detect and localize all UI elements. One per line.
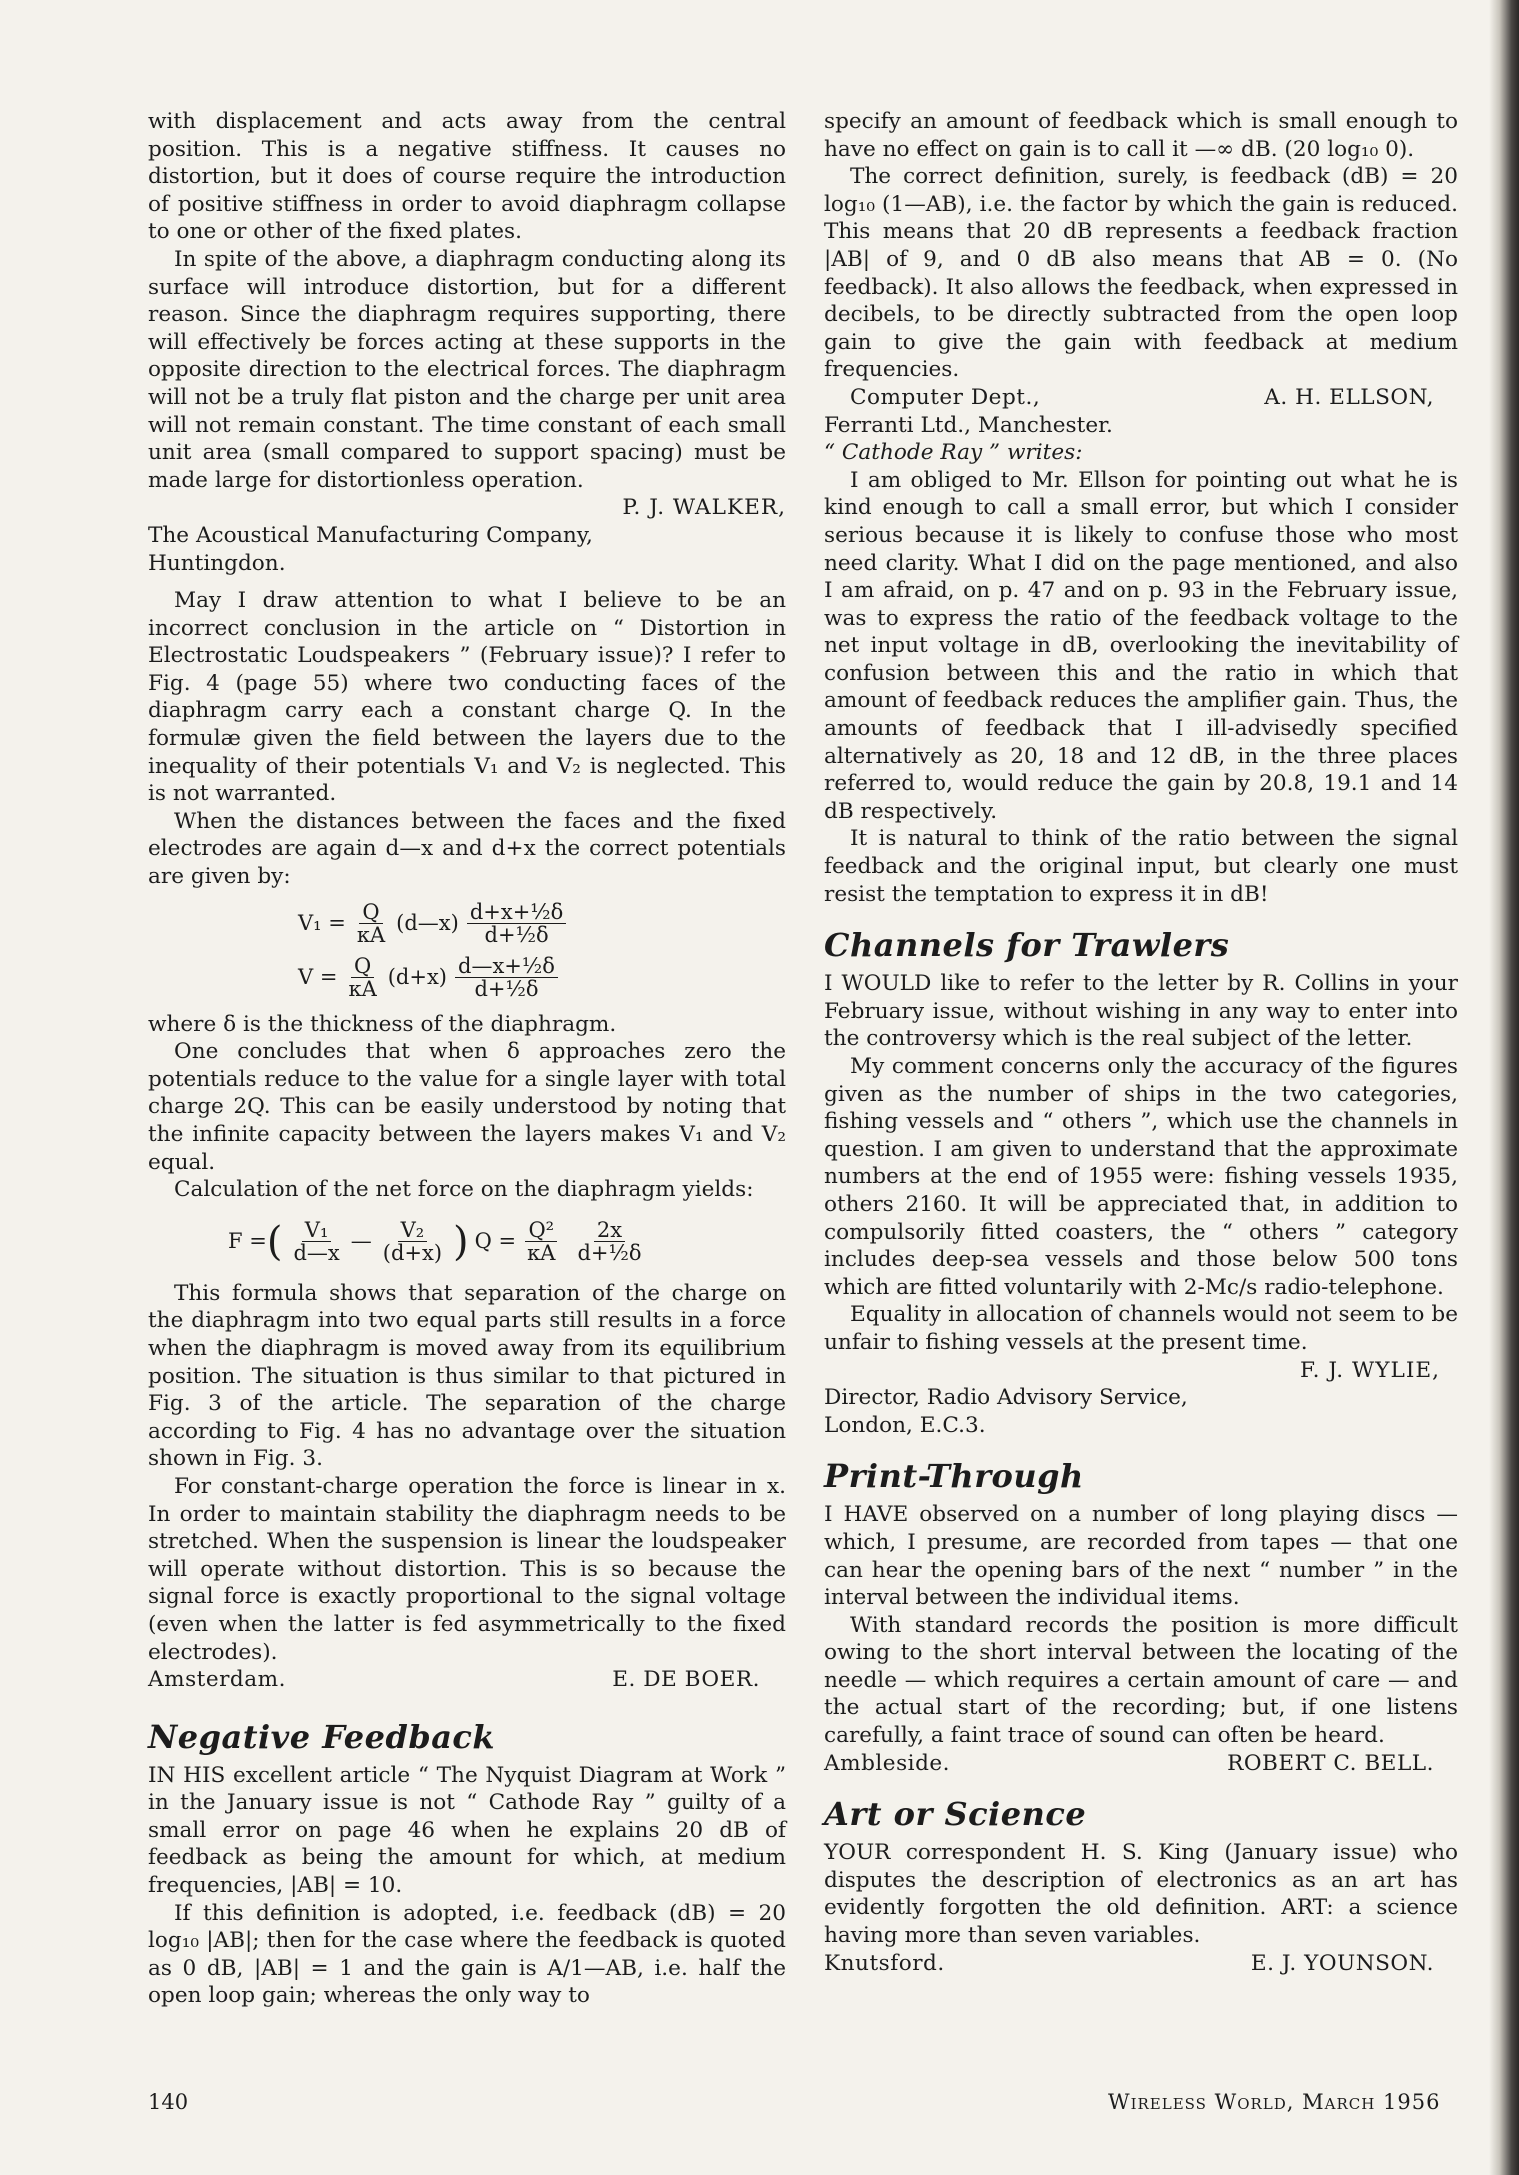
affiliation: Ferranti Ltd., Manchester.: [824, 412, 1113, 438]
section-heading: Channels for Trawlers: [824, 926, 1230, 965]
paragraph: IN HIS excellent article “ The Nyquist Diagram at Work ” in the January issue is not “ Cathode Ray ” guilty of a small error on page 46 when he explains 20 dB of feedback as being the amount for which, at medium frequencies, |AB| = 10.: [148, 1762, 786, 1899]
signature: P. J. WALKER,: [622, 495, 786, 521]
paragraph: One concludes that when δ approaches zero the potentials reduce to the value for a single layer with total charge 2Q. This can be easily understood by noting that the infinite capacity between the layers makes V₁ and V₂ equal.: [148, 1039, 786, 1175]
reply-attribution: “ Cathode Ray ” writes:: [824, 440, 1083, 466]
paragraph: I HAVE observed on a number of long playing discs — which, I presume, are recorded from tapes — that one can hear the opening bars of the next “ number ” in the interval between the individual items.: [824, 1502, 1458, 1611]
affiliation: Director, Radio Advisory Service,: [824, 1385, 1188, 1411]
signature: F. J. WYLIE,: [1299, 1357, 1440, 1383]
equation-v2: V = $\frac{Q}{\kappa A}$ (d+x) $\frac{\text{d—x+½δ}}{\text{d+½δ}}$: [298, 951, 786, 1005]
force-equation: F = ( $\frac{\text{V₁}}{d—x}$ — $\frac{\text{V₂}}{(d+x)}$ ) Q = $\frac{\text{Q²}}{\kappa A}$ $\frac{2x}{\text{d+½δ}}$: [228, 1218, 642, 1266]
paragraph: In spite of the above, a diaphragm conducting along its surface will introduce distortion, but for a different reason. Since the diaphragm requires supporting, there will effectively be forces acting at these supports in the opposite direction to the electrical forces. The diaphragm will not be a truly flat piston and the charge per unit area will not remain constant. The time constant of each small unit area (small compared to support spacing) must be made large for distortionless operation.: [148, 246, 786, 493]
place: Ambleside.: [824, 1750, 951, 1776]
paragraph: with displacement and acts away from the central position. This is a negative stiffness. It causes no distortion, but it does of course require the introduction of positive stiffness in order to avoid diaphragm collapse to one or other of the fixed plates.: [148, 109, 786, 245]
signature: E. J. YOUNSON.: [1250, 1950, 1434, 1976]
paragraph: May I draw attention to what I believe to be an incorrect conclusion in the article on “ Distortion in Electrostatic Loudspeakers ” (February issue)? I refer to Fig. 4 (page 55) where two conducting faces of the diaphragm carry each a constant charge Q. In the formulæ given the field between the layers due to the inequality of their potentials V₁ and V₂ is neglected. This is not warranted.: [148, 588, 786, 807]
affiliation: Huntingdon.: [148, 550, 286, 576]
right-column: [824, 108, 1458, 1977]
paragraph: I am obliged to Mr. Ellson for pointing out what he is kind enough to call a small error, but which I consider serious because it is likely to confuse those who most need clarity. What I did on the page mentioned, and also I am afraid, on p. 47 and on p. 93 in the February issue, was to express the ratio of the feedback voltage to the net input voltage in dB, overlooking the inevitability of confusion between this and the ratio in which that amount of feedback reduces the amplifier gain. Thus, the amounts of feedback that I ill-advisedly specified alternatively as 20, 18 and 12 dB, in the three places referred to, would reduce the gain by 20.8, 19.1 and 14 dB respectively.: [824, 467, 1458, 824]
page-number: 140: [148, 2090, 189, 2114]
section-heading: Negative Feedback: [148, 1717, 496, 1756]
paragraph: YOUR correspondent H. S. King (January issue) who disputes the description of electronics as an art has evidently forgotten the old definition. ART: a science having more than seven variables.: [824, 1840, 1458, 1949]
place: Amsterdam.: [148, 1667, 286, 1693]
paragraph: This formula shows that separation of the charge on the diaphragm into two equal parts still results in a force when the diaphragm is moved away from its equilibrium position. The situation is thus similar to that pictured in Fig. 3 of the article. The separation of the charge according to Fig. 4 has no advantage over the situation shown in Fig. 3.: [148, 1280, 786, 1472]
paragraph: where δ is the thickness of the diaphragm.: [148, 1011, 617, 1037]
signature-row: [824, 1950, 1458, 1978]
affiliation: Computer Dept.,: [850, 384, 1041, 410]
signature-row: [148, 1666, 786, 1694]
paragraph: Equality in allocation of channels would not seem to be unfair to fishing vessels at the present time.: [824, 1302, 1458, 1355]
signature: A. H. ELLSON,: [1264, 384, 1434, 410]
signature: ROBERT C. BELL.: [1227, 1750, 1434, 1776]
affiliation: London, E.C.3.: [824, 1412, 986, 1438]
signature-row: [824, 1750, 1458, 1778]
place: Knutsford.: [824, 1950, 945, 1976]
page-edge-shadow: [1489, 0, 1519, 2175]
signature-row: [824, 384, 1458, 412]
paragraph: The correct definition, surely, is feedback (dB) = 20 log₁₀ (1—AB), i.e. the factor by which the gain is reduced. This means that 20 dB represents a feedback fraction |AB| of 9, and 0 dB also means that AB = 0. (No feedback). It also allows the feedback, when expressed in decibels, to be directly subtracted from the open loop gain to give the gain with feedback at medium frequencies.: [824, 164, 1458, 383]
paragraph: Calculation of the net force on the diaphragm yields:: [174, 1177, 754, 1203]
section-heading: Art or Science: [824, 1795, 1087, 1834]
paragraph: specify an amount of feedback which is small enough to have no effect on gain is to call it —∞ dB. (20 log₁₀ 0).: [824, 109, 1458, 162]
equation-v1: V₁ = $\frac{Q}{\kappa A}$ (d—x) $\frac{\text{d+x+½δ}}{\text{d+½δ}}$: [298, 897, 786, 951]
paragraph: If this definition is adopted, i.e. feedback (dB) = 20 log₁₀ |AB|; then for the case where the feedback is quoted as 0 dB, |AB| = 1 and the gain is A/1—AB, i.e. half the open loop gain; whereas the only way to: [148, 1900, 786, 2009]
paragraph: For constant-charge operation the force is linear in x. In order to maintain stability the diaphragm needs to be stretched. When the suspension is linear the loudspeaker will operate without distortion. This is so because the signal force is exactly proportional to the signal voltage (even when the latter is fed asymmetrically to the fixed electrodes).: [148, 1473, 786, 1665]
paragraph: When the distances between the faces and the fixed electrodes are again d—x and d+x the correct potentials are given by:: [148, 808, 786, 890]
paragraph: With standard records the position is more difficult owing to the short interval between the locating of the needle — which requires a certain amount of care — and the actual start of the recording; but, if one listens carefully, a faint trace of sound can often be heard.: [824, 1612, 1458, 1749]
signature: E. DE BOER.: [612, 1667, 760, 1693]
section-heading: Print-Through: [824, 1457, 1084, 1496]
potential-equations: [148, 897, 786, 1005]
left-column: [148, 108, 786, 2010]
journal-footer: Wireless World, March 1956: [1108, 2090, 1441, 2114]
paragraph: I WOULD like to refer to the letter by R. Collins in your February issue, without wishing in any way to enter into the controversy which is the real subject of the letter.: [824, 971, 1458, 1052]
paragraph: My comment concerns only the accuracy of the figures given as the number of ships in the two categories, fishing vessels and “ others ”, which use the channels in question. I am given to understand that the approximate numbers at the end of 1955 were: fishing vessels 1935, others 2160. It will be appreciated that, in addition to compulsorily fitted coasters, the “ others ” category includes deep-sea vessels and those below 500 tons which are fitted voluntarily with 2-Mc/s radio-telephone.: [824, 1054, 1458, 1300]
affiliation: The Acoustical Manufacturing Company,: [148, 522, 593, 548]
paragraph: It is natural to think of the ratio between the signal feedback and the original input, but clearly one must resist the temptation to express it in dB!: [824, 826, 1458, 907]
